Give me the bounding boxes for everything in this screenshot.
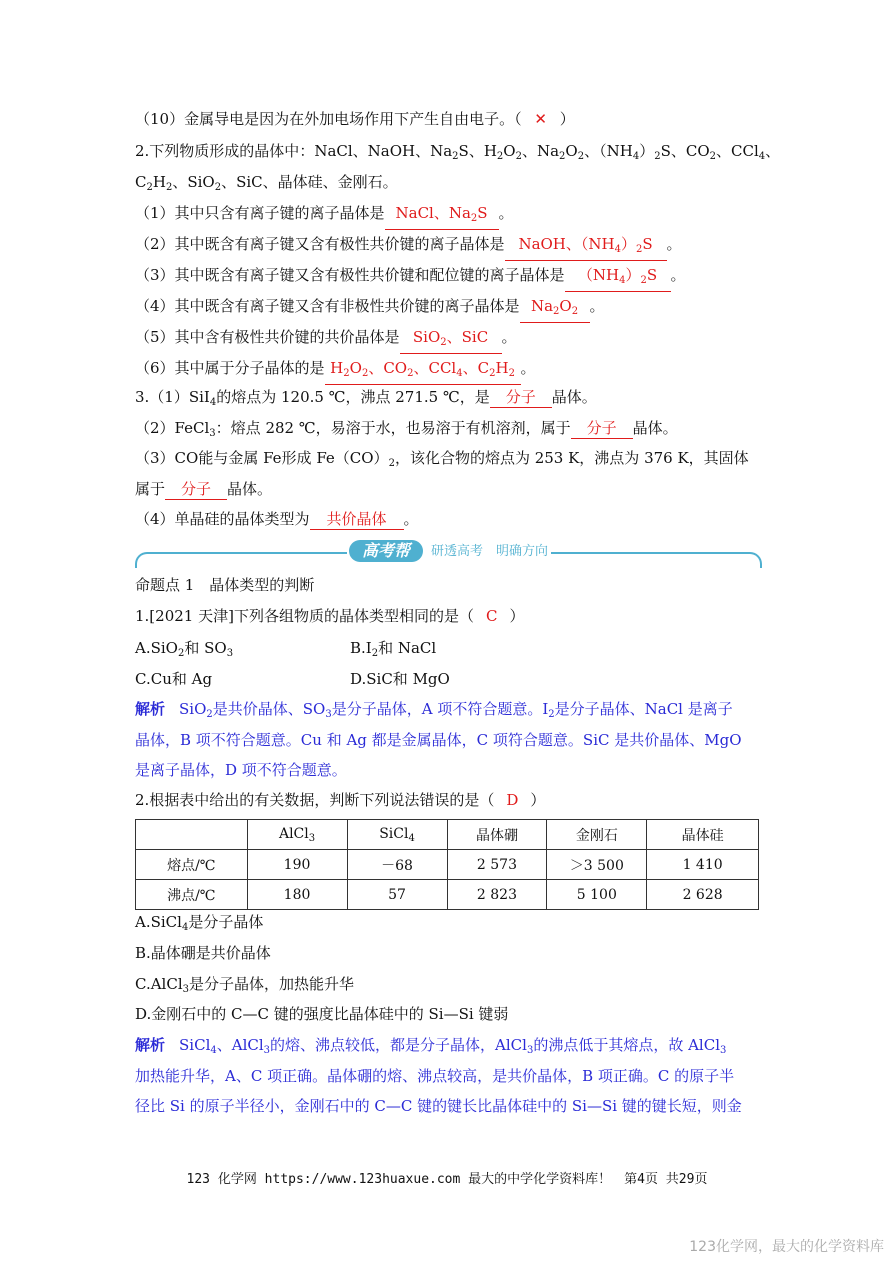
question-3-part-2: （2）FeCl$_3$：熔点 282 ℃，易溶于水，也易溶于有机溶剂，属于 分子 晶体。 [135,419,678,439]
explanation-label: 解析 [135,700,166,718]
table-cell: 熔点/℃ [136,850,248,880]
answer-blank: SiO$_2$、SiC [400,327,502,354]
table-cell: －68 [347,850,447,880]
table-header-row [136,820,759,850]
table-header: 金刚石 [547,820,647,850]
watermark: 123化学网，最大的化学资料库 [689,1239,884,1255]
table-cell: 5 100 [547,880,647,910]
question-2-part-4: （4）其中既含有离子键又含有非极性共价键的离子晶体是 $Na_2O_2$ 。 [135,295,605,323]
question-2-stem: 2.下列物质形成的晶体中：NaCl、NaOH、$Na_2S$、$H_2O_2$、$Na_2O_2$、$(NH_4)_2S$、$CO_2$、CCl$_4$、 [135,142,781,162]
mc-2-explanation-line-3: 径比 Si 的原子半径小，金刚石中的 C—C 键的键长比晶体硅中的 Si—Si 键的键长短，则金 [135,1097,742,1115]
banner-badge: 高考帮 [349,540,423,562]
answer-blank: 分子 [490,387,552,408]
table-cell: 180 [247,880,347,910]
answer-choice: C [485,607,498,625]
table-header [136,820,248,850]
answer-blank: 分子 [571,418,633,439]
table-cell: 190 [247,850,347,880]
table-header: AlCl$_3$ [247,820,347,850]
mc-2-option-d: D.金刚石中的 C—C 键的强度比晶体硅中的 Si—Si 键弱 [135,1005,509,1023]
table-row [136,880,759,910]
mc-1-explanation-line-2: 晶体，B 项不符合题意。Cu 和 Ag 都是金属晶体，C 项符合题意。SiC 是共价晶体、MgO [135,731,742,749]
banner-tagline: 研透高考 明确方向 [431,544,549,559]
mc-question-2-stem: 2.根据表中给出的有关数据，判断下列说法错误的是（ D ） [135,791,546,809]
mc-1-option-d: D.SiC和 MgO [350,670,450,688]
mc-2-explanation-line-2: 加热能升华，A、C 项正确。晶体硼的熔、沸点较高，是共价晶体，B 项正确。C 的原子半 [135,1067,735,1085]
mc-1-explanation: 解析 SiO$_2$是共价晶体、$SO_3$是分子晶体，A 项不符合题意。$I_2$是分子晶体、NaCl 是离子 [135,700,733,720]
mc-2-explanation: 解析 SiCl$_4$、AlCl$_3$的熔、沸点较低，都是分子晶体，AlCl$_3$的沸点低于其熔点，故 AlCl$_3$ [135,1036,727,1056]
question-2-part-2: （2）其中既含有离子键又含有极性共价键的离子晶体是 NaOH、$(NH_4)_2S$ 。 [135,233,682,261]
topic-heading: 命题点 1 晶体类型的判断 [135,576,315,594]
answer-blank: NaCl、$Na_2S$ [385,203,499,230]
mc-2-option-b: B.晶体硼是共价晶体 [135,944,271,962]
table-header: 晶体硼 [447,820,547,850]
table-cell: 1 410 [647,850,759,880]
question-2-stem-cont: $C_2H_2$、SiO$_2$、SiC、晶体硅、金刚石。 [135,173,398,193]
data-table [135,819,759,910]
answer-blank: 分子 [165,479,227,500]
table-header: SiCl$_4$ [347,820,447,850]
question-3-part-4: （4）单晶硅的晶体类型为 共价晶体 。 [135,510,419,528]
table-cell: 57 [347,880,447,910]
question-2-part-5: （5）其中含有极性共价键的共价晶体是 SiO$_2$、SiC 。 [135,326,517,354]
mc-2-option-a: A.SiCl$_4$是分子晶体 [135,913,264,933]
question-2-part-1: （1）其中只含有离子键的离子晶体是 NaCl、$Na_2S$ 。 [135,202,514,230]
answer-choice: D [506,791,519,809]
mc-question-1-stem: 1.[2021 天津]下列各组物质的晶体类型相同的是（ C ） [135,607,525,625]
table-cell: 2 823 [447,880,547,910]
question-2-part-6: （6）其中属于分子晶体的是 $H_2O_2$、$CO_2$、CCl$_4$、$C_2H_2$ 。 [135,357,536,385]
page-footer: 123 化学网 https://www.123huaxue.com 最大的中学化学资料库！ 第4页 共29页 [186,1172,708,1187]
mc-1-option-a: A.SiO$_2$和 $SO_3$ [135,639,234,659]
statement-10: （10）金属导电是因为在外加电场作用下产生自由电子。（ ✕ ） [135,110,575,128]
table-cell: 沸点/℃ [136,880,248,910]
table-cell: 2 628 [647,880,759,910]
banner-line-right [551,552,762,568]
question-3-part-3: （3）CO能与金属 Fe形成 $Fe(CO)_2$，该化合物的熔点为 253 K，沸点为 376 K，其固体 [135,449,749,469]
table-cell: ＞3 500 [547,850,647,880]
explanation-label: 解析 [135,1036,166,1054]
table-header: 晶体硅 [647,820,759,850]
wrong-mark-icon: ✕ [534,110,547,128]
question-3-part-3-cont: 属于 分子 晶体。 [135,480,273,498]
mc-1-option-b: $B.I_2$和 NaCl [350,639,437,659]
question-3-part-1: 3.（1）SiI$_4$的熔点为 120.5 ℃，沸点 271.5 ℃，是 分子 晶体。 [135,388,597,408]
mc-2-option-c: C.AlCl$_3$是分子晶体，加热能升华 [135,975,355,995]
answer-blank: 共价晶体 [310,509,404,530]
banner-line-left [135,552,347,568]
table-row [136,850,759,880]
question-2-part-3: （3）其中既含有离子键又含有极性共价键和配位键的离子晶体是 $(NH_4)_2S$ 。 [135,264,686,292]
section-banner [135,538,762,566]
mc-1-option-c: C.Cu和 Ag [135,670,213,688]
mc-1-explanation-line-3: 是离子晶体，D 项不符合题意。 [135,761,347,779]
answer-blank: $(NH_4)_2S$ [565,265,671,292]
answer-blank: $Na_2O_2$ [520,296,590,323]
answer-blank: NaOH、$(NH_4)_2S$ [505,234,667,261]
table-cell: 2 573 [447,850,547,880]
answer-blank: $H_2O_2$、$CO_2$、CCl$_4$、$C_2H_2$ [325,358,521,385]
